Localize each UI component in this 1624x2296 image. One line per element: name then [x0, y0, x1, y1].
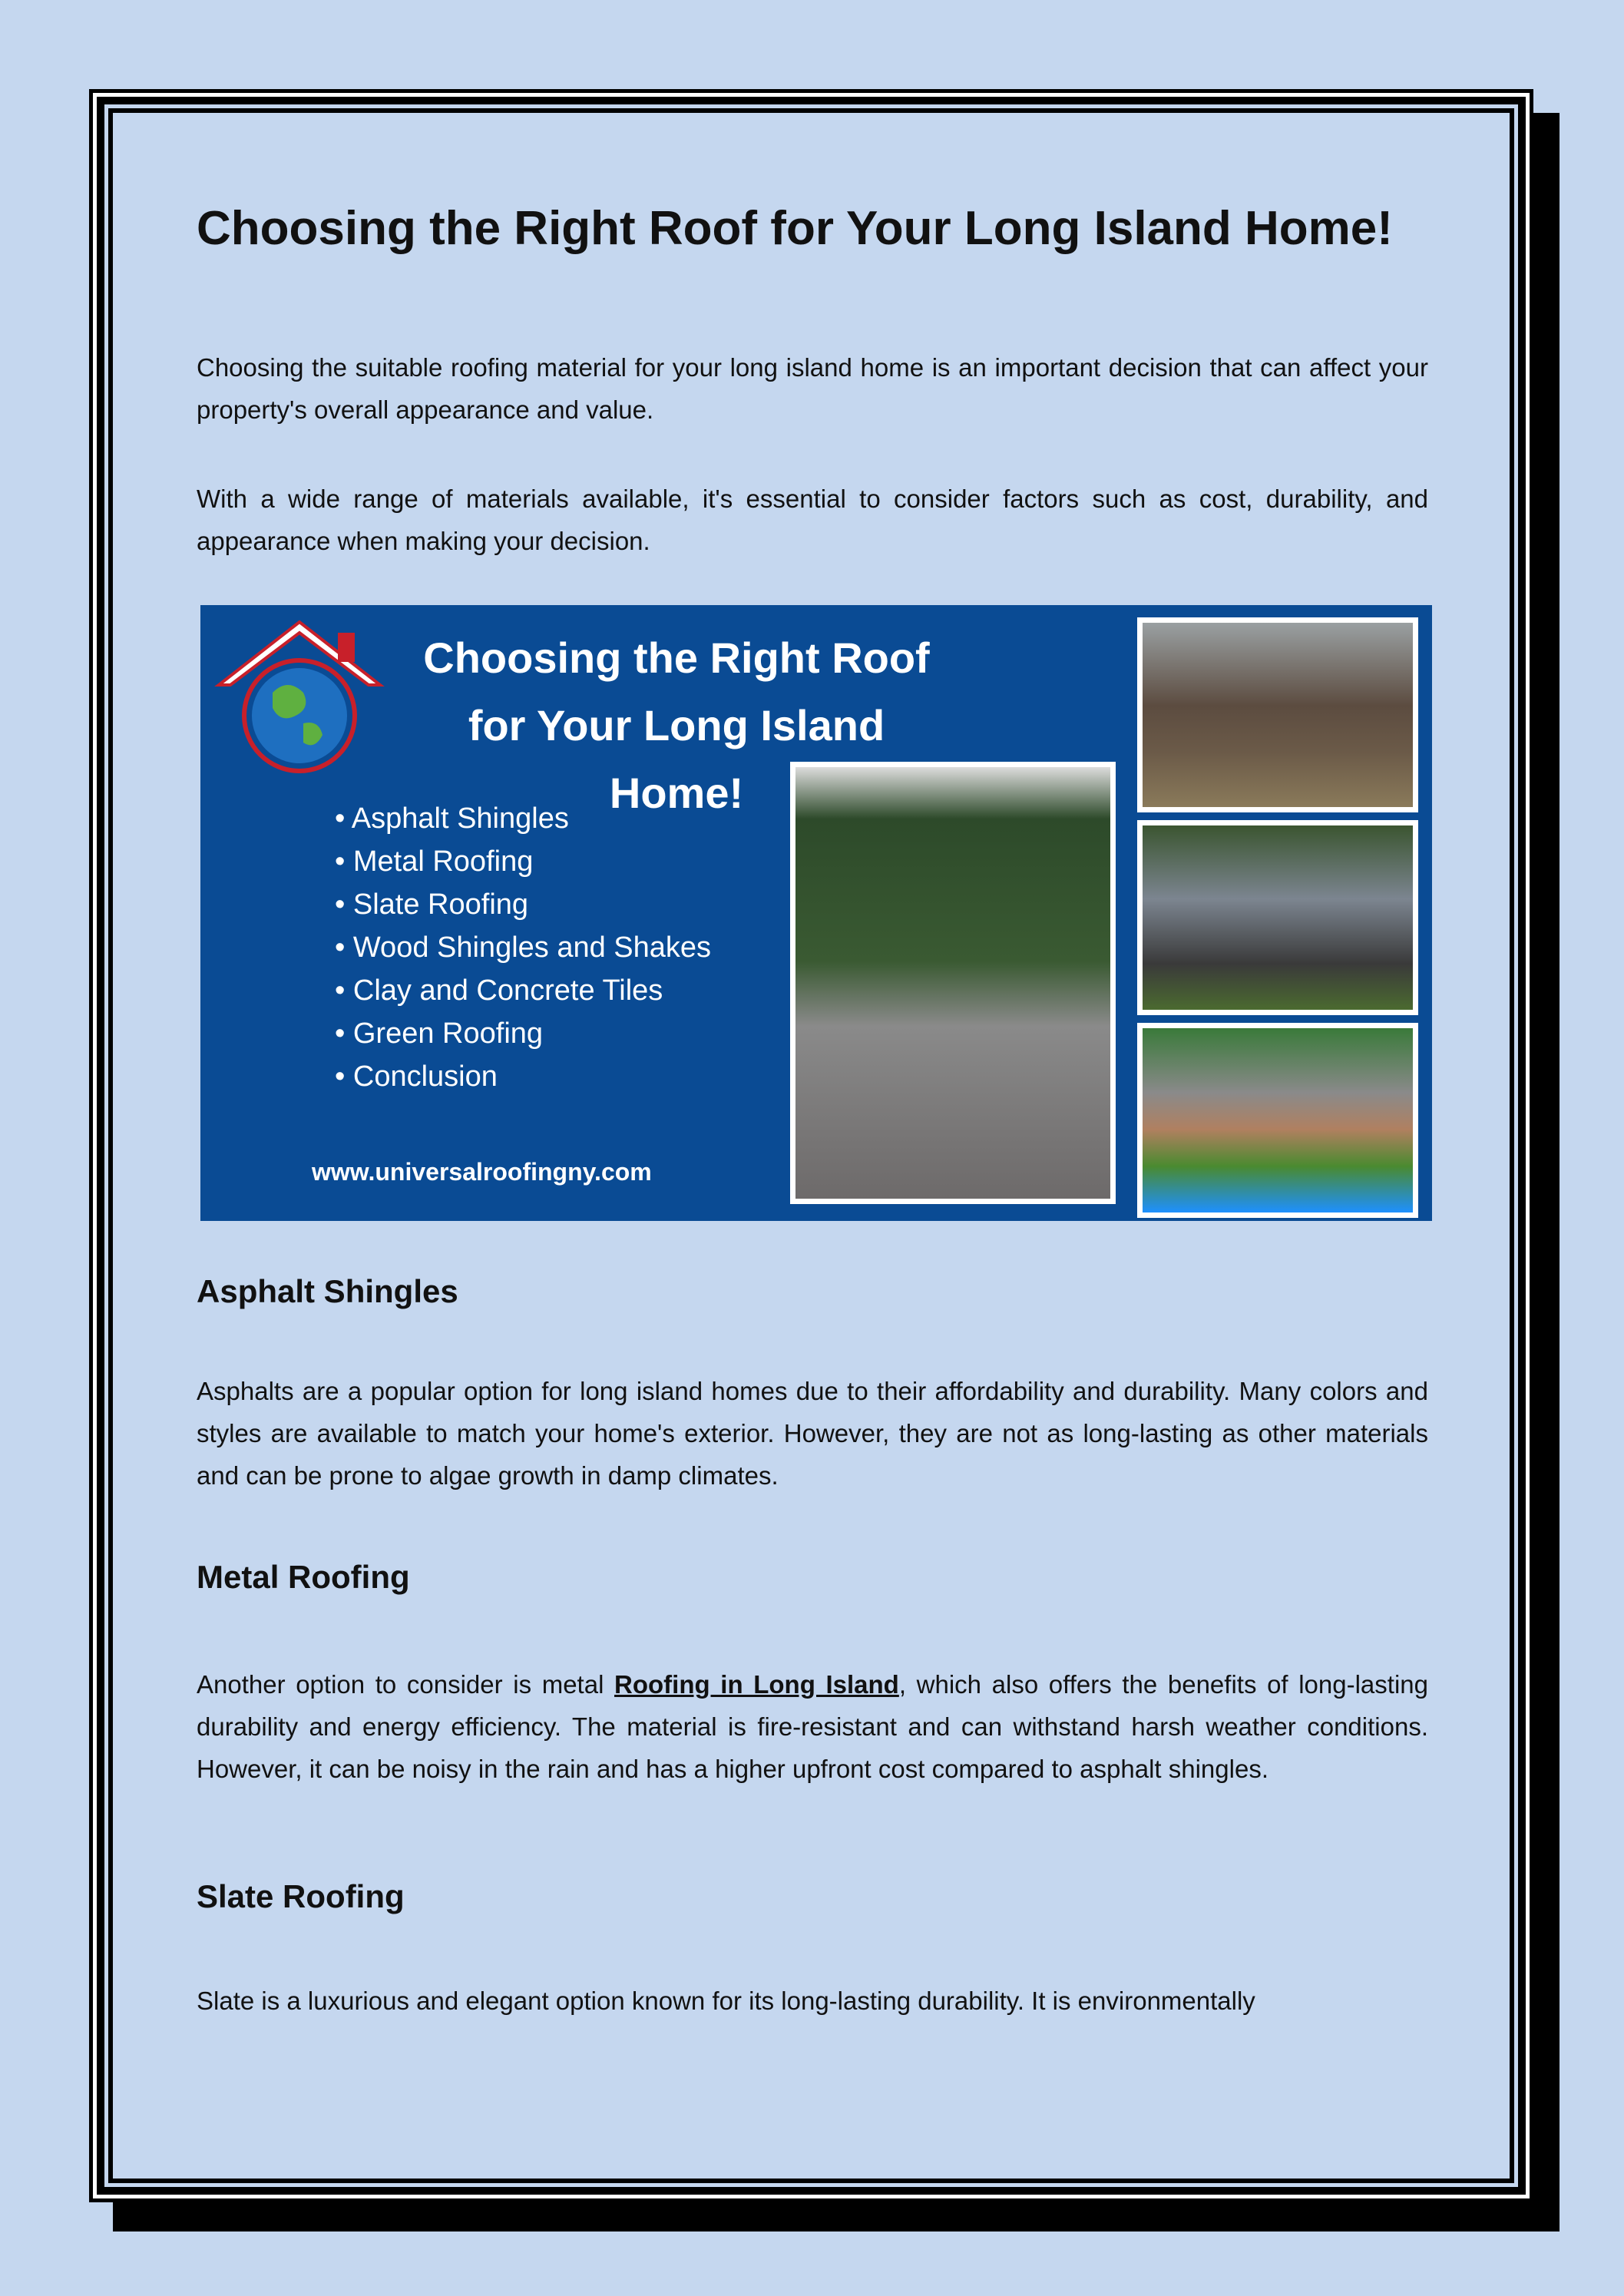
banner-topic: • Green Roofing [335, 1012, 711, 1055]
roofing-long-island-link[interactable]: Roofing in Long Island [614, 1670, 899, 1699]
asphalt-paragraph: Asphalts are a popular option for long island homes due to their affordability and durability. Many colors and styles are available to match your home's exterior. However, they are not as long-lasting as other materials and can be prone to algae growth in damp climates. [197, 1377, 1428, 1490]
banner-topic: • Slate Roofing [335, 883, 711, 926]
banner-url: www.universalroofingny.com [312, 1158, 652, 1186]
intro-paragraph-1: Choosing the suitable roofing material for your long island home is an important decision that can affect your property's overall appearance and value. [197, 353, 1428, 424]
banner-topic: • Asphalt Shingles [335, 797, 711, 840]
page-title: Choosing the Right Roof for Your Long Island Home! [197, 202, 1393, 255]
house-photo-3 [1137, 1023, 1418, 1218]
banner-title: Choosing the Right Roof for Your Long Island Home! [423, 634, 930, 817]
intro-paragraph-2: With a wide range of materials available, it's essential to consider factors such as cost, durability, and appearance when making your decision. [197, 485, 1428, 555]
banner-topic: • Clay and Concrete Tiles [335, 969, 711, 1012]
heading-slate-roofing: Slate Roofing [197, 1878, 405, 1914]
banner-topic-list [335, 797, 711, 1098]
slate-paragraph: Slate is a luxurious and elegant option known for its long-lasting durability. It is environmentally [197, 1987, 1255, 2015]
heading-metal-roofing: Metal Roofing [197, 1559, 410, 1595]
house-photo-1 [1137, 617, 1418, 812]
house-photo-2 [1137, 820, 1418, 1015]
banner-image [200, 605, 1432, 1221]
banner-topic: • Metal Roofing [335, 840, 711, 883]
roofer-photo [790, 762, 1116, 1204]
metal-paragraph: Another option to consider is metal Roofing in Long Island, which also offers the benefits of long-lasting durability and energy efficiency. The material is fire-resistant and can withstand harsh weather conditions. However, it can be noisy in the rain and has a higher upfront cost compared to asphalt shingles. [197, 1670, 1428, 1783]
banner-topic: • Wood Shingles and Shakes [335, 926, 711, 969]
heading-asphalt-shingles: Asphalt Shingles [197, 1273, 458, 1309]
banner-topic: • Conclusion [335, 1055, 711, 1098]
universal-logo [211, 616, 388, 777]
